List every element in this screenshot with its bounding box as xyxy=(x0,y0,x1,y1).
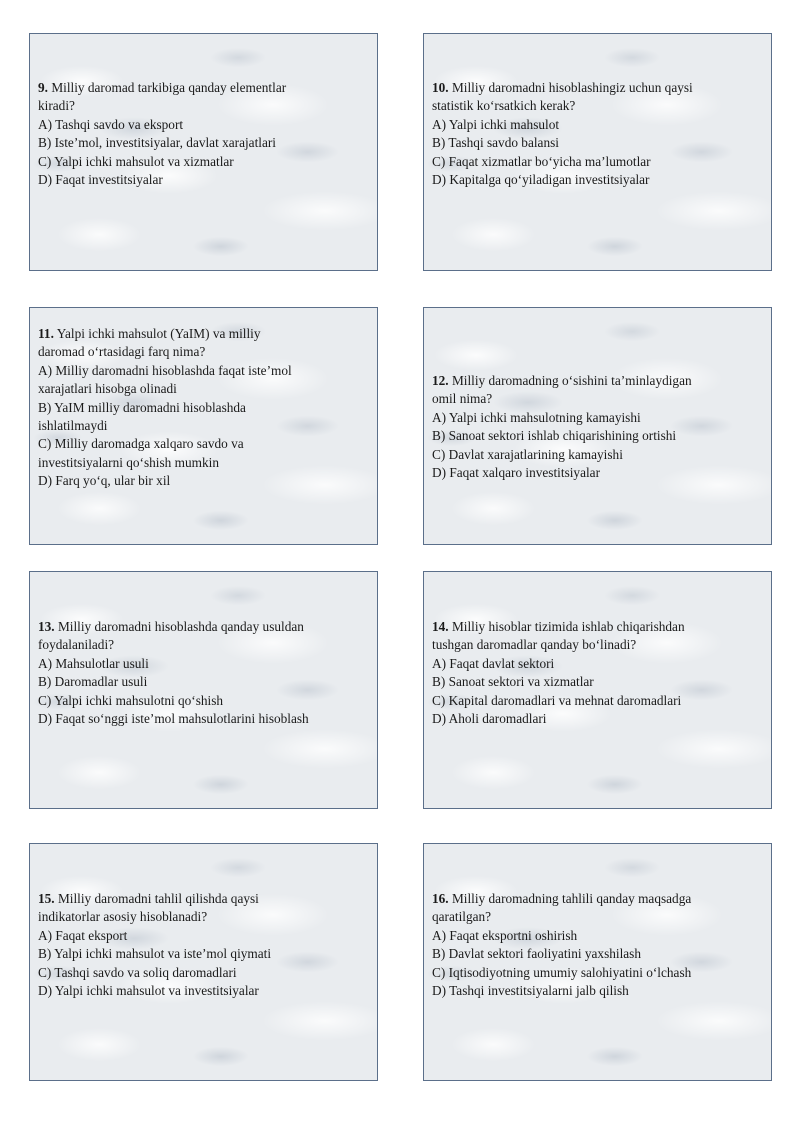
card-16 xyxy=(423,843,772,1081)
answer-option-b: B) Yalpi ichki mahsulot va iste’mol qiymati xyxy=(38,946,272,962)
question-block xyxy=(38,79,373,189)
question-line: Milliy hisoblar tizimida ishlab chiqarishdan xyxy=(451,619,685,634)
answer-option-c: C) Milliy daromadga xalqaro savdo va xyxy=(38,436,244,452)
answer-option-a: A) Faqat davlat sektori xyxy=(432,655,555,671)
question-line: kiradi? xyxy=(38,98,75,114)
question-line: Yalpi ichki mahsulot (YaIM) va milliy xyxy=(56,326,261,341)
question-number: 12. xyxy=(432,373,449,388)
question-text xyxy=(432,79,767,97)
answer-option-c: C) Davlat xarajatlarining kamayishi xyxy=(432,446,623,462)
answer-option-d: D) Aholi daromadlari xyxy=(432,711,547,727)
question-number: 10. xyxy=(432,80,449,95)
question-block xyxy=(432,372,767,482)
card-12 xyxy=(423,307,772,545)
question-line: statistik ko‘rsatkich kerak? xyxy=(432,98,576,114)
answer-option-c: C) Faqat xizmatlar bo‘yicha ma’lumotlar xyxy=(432,153,651,169)
question-line: tushgan daromadlar qanday bo‘linadi? xyxy=(432,637,637,653)
question-line: Milliy daromad tarkibiga qanday elementlar xyxy=(51,80,287,95)
question-text xyxy=(38,890,373,908)
question-line: Milliy daromadni hisoblashda qanday usuldan xyxy=(57,619,304,634)
answer-option-d: D) Farq yo‘q, ular bir xil xyxy=(38,473,171,489)
card-11 xyxy=(29,307,378,545)
card-9 xyxy=(29,33,378,271)
answer-option-a-cont: xarajatlari hisobga olinadi xyxy=(38,381,177,397)
question-number: 13. xyxy=(38,619,55,634)
answer-option-d: D) Kapitalga qo‘yiladigan investitsiyalar xyxy=(432,172,650,188)
question-block xyxy=(432,79,767,189)
question-number: 16. xyxy=(432,891,449,906)
question-block xyxy=(38,890,373,1000)
card-15 xyxy=(29,843,378,1081)
question-number: 11. xyxy=(38,326,54,341)
answer-option-d: D) Tashqi investitsiyalarni jalb qilish xyxy=(432,983,629,999)
answer-option-c: C) Iqtisodiyotning umumiy salohiyatini o‘lchash xyxy=(432,964,692,980)
question-text xyxy=(432,890,767,908)
card-14 xyxy=(423,571,772,809)
card-10 xyxy=(423,33,772,271)
answer-option-a: A) Yalpi ichki mahsulot xyxy=(432,116,560,132)
answer-option-c: C) Yalpi ichki mahsulotni qo‘shish xyxy=(38,692,224,708)
question-text xyxy=(38,618,373,636)
question-line: foydalaniladi? xyxy=(38,637,115,653)
question-block xyxy=(38,325,373,491)
answer-option-a: A) Faqat eksport xyxy=(38,927,128,943)
question-line: Milliy daromadni hisoblashingiz uchun qaysi xyxy=(451,80,693,95)
answer-option-d: D) Faqat investitsiyalar xyxy=(38,172,163,188)
question-text xyxy=(38,79,373,97)
question-text xyxy=(432,372,767,390)
question-number: 15. xyxy=(38,891,55,906)
answer-option-b: B) Tashqi savdo balansi xyxy=(432,135,559,151)
question-block xyxy=(432,890,767,1000)
answer-option-a: A) Mahsulotlar usuli xyxy=(38,655,149,671)
answer-option-a: A) Tashqi savdo va eksport xyxy=(38,116,184,132)
answer-option-c: C) Kapital daromadlari va mehnat daromadlari xyxy=(432,692,682,708)
question-line: Milliy daromadni tahlil qilishda qaysi xyxy=(57,891,259,906)
answer-option-b: B) Sanoat sektori ishlab chiqarishining ortishi xyxy=(432,428,677,444)
question-text xyxy=(38,325,373,343)
answer-option-b: B) Daromadlar usuli xyxy=(38,674,148,690)
question-line: daromad o‘rtasidagi farq nima? xyxy=(38,344,206,360)
question-line: omil nima? xyxy=(432,391,493,407)
answer-option-a: A) Milliy daromadni hisoblashda faqat iste’mol xyxy=(38,362,292,378)
answer-option-b: B) Davlat sektori faoliyatini yaxshilash xyxy=(432,946,642,962)
question-line: Milliy daromadning o‘sishini ta’minlaydigan xyxy=(451,373,692,388)
answer-option-c: C) Yalpi ichki mahsulot va xizmatlar xyxy=(38,153,234,169)
answer-option-b-cont: ishlatilmaydi xyxy=(38,418,108,434)
question-number: 14. xyxy=(432,619,449,634)
card-13 xyxy=(29,571,378,809)
question-block xyxy=(432,618,767,728)
question-line: qaratilgan? xyxy=(432,909,492,925)
answer-option-a: A) Faqat eksportni oshirish xyxy=(432,927,578,943)
question-block xyxy=(38,618,373,728)
question-number: 9. xyxy=(38,80,48,95)
answer-option-d: D) Yalpi ichki mahsulot va investitsiyalar xyxy=(38,983,259,999)
answer-option-d: D) Faqat so‘nggi iste’mol mahsulotlarini hisoblash xyxy=(38,711,309,727)
answer-option-b: B) Sanoat sektori va xizmatlar xyxy=(432,674,594,690)
answer-option-d: D) Faqat xalqaro investitsiyalar xyxy=(432,465,601,481)
question-text xyxy=(432,618,767,636)
answer-option-b: B) YaIM milliy daromadni hisoblashda xyxy=(38,399,246,415)
answer-option-b: B) Iste’mol, investitsiyalar, davlat xarajatlari xyxy=(38,135,276,151)
answer-option-a: A) Yalpi ichki mahsulotning kamayishi xyxy=(432,409,641,425)
answer-option-c-cont: investitsiyalarni qo‘shish mumkin xyxy=(38,454,219,470)
answer-option-c: C) Tashqi savdo va soliq daromadlari xyxy=(38,964,237,980)
question-line: indikatorlar asosiy hisoblanadi? xyxy=(38,909,208,925)
question-line: Milliy daromadning tahlili qanday maqsadga xyxy=(451,891,692,906)
